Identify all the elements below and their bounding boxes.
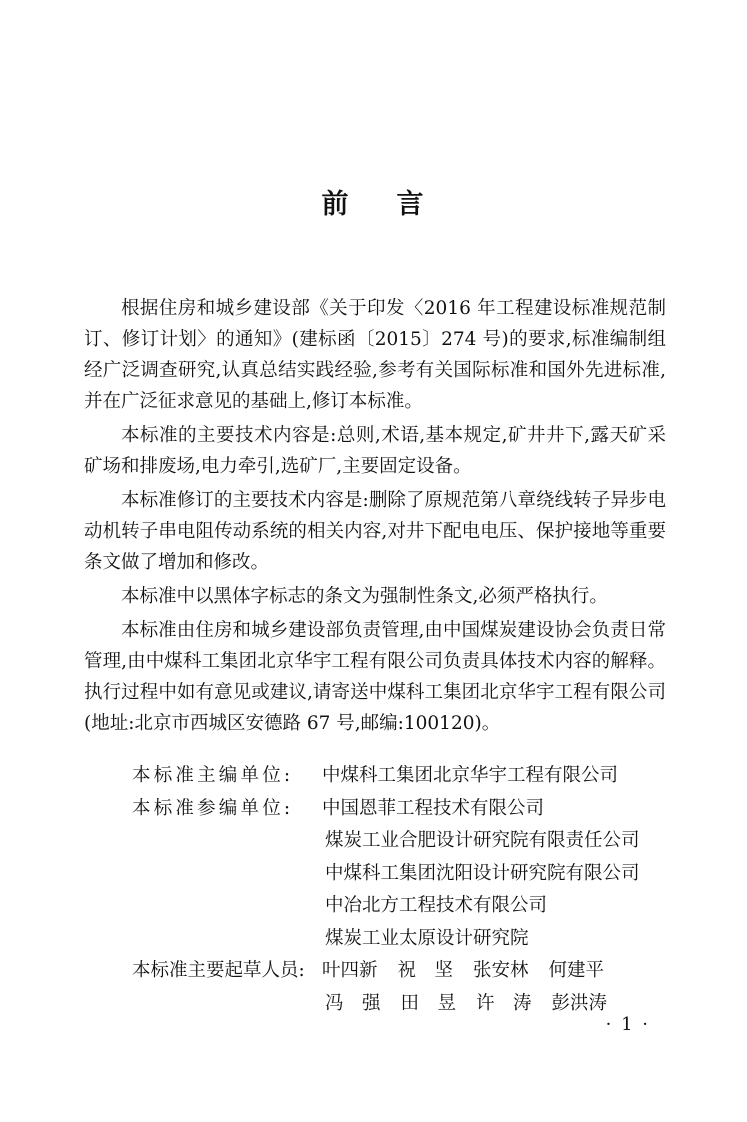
participating-unit-row <box>84 793 684 826</box>
participating-unit-value: 中冶北方工程技术有限公司 <box>325 895 548 916</box>
page-number: · 1 · <box>605 1014 650 1035</box>
participating-unit-label: 本标准参编单位: <box>132 797 294 819</box>
participating-unit-value: 中煤科工集团沈阳设计研究院有限公司 <box>325 862 640 884</box>
page-title <box>0 182 747 221</box>
drafter-name: 田 昱 <box>400 992 457 1014</box>
participating-unit-row <box>84 825 684 858</box>
drafters-names <box>322 955 624 988</box>
participating-unit-row <box>84 890 684 923</box>
chief-unit-value: 中煤科工集团北京华宇工程有限公司 <box>322 765 619 786</box>
chief-unit-row <box>84 760 684 793</box>
participating-unit-row <box>84 858 684 891</box>
participating-unit-row <box>84 923 684 956</box>
participating-unit-value: 中国恩菲工程技术有限公司 <box>322 797 545 819</box>
drafters-row <box>84 955 684 988</box>
drafter-name: 何建平 <box>548 960 605 981</box>
title-char-2: 言 <box>396 189 426 220</box>
participating-unit-value: 煤炭工业太原设计研究院 <box>325 927 529 949</box>
drafter-name: 彭洪涛 <box>551 992 608 1014</box>
participating-unit-value: 煤炭工业合肥设计研究院有限责任公司 <box>325 830 640 851</box>
organization-list <box>84 760 684 1020</box>
drafter-name: 冯 强 <box>325 992 381 1014</box>
paragraph: 本标准中以黑体字标志的条文为强制性条文,必须严格执行。 <box>121 586 608 607</box>
paragraph: 本标准的主要技术内容是:总则,术语,基本规定,矿井井下,露天矿采矿场和排废场,电力牵引,选矿厂,主要固定设备。 <box>84 425 666 477</box>
drafter-name: 许 涛 <box>476 992 532 1014</box>
paragraph: 本标准由住房和城乡建设部负责管理,由中国煤炭建设协会负责日常管理,由中煤科工集团北京华宇工程有限公司负责具体技术内容的解释。执行过程中如有意见或建议,请寄送中煤科工集团北京华宇工程有限公司(地址:北京市西城区安德路 67 号,邮编:100120)。 <box>84 620 666 734</box>
chief-unit-label: 本标准主编单位: <box>132 765 294 786</box>
preface-body <box>84 293 666 742</box>
paragraph: 本标准修订的主要技术内容是:删除了原规范第八章绕线转子异步电动机转子串电阻传动系统的相关内容,对井下配电电压、保护接地等重要条文做了增加和修改。 <box>84 490 666 573</box>
drafters-label: 本标准主要起草人员: <box>132 960 305 981</box>
drafter-name: 张安林 <box>473 960 529 981</box>
paragraph: 根据住房和城乡建设部《关于印发〈2016 年工程建设标准规范制订、修订计划〉的通知》(建标函〔2015〕274 号)的要求,标准编制组经广泛调查研究,认真总结实践经验,参考有关国际标准和国外先进标准,并在广泛征求意见的基础上,修订本标准。 <box>84 298 666 412</box>
drafters-names <box>325 988 627 1021</box>
title-char-1: 前 <box>321 189 351 220</box>
drafter-name: 祝 坚 <box>397 960 454 981</box>
drafters-row <box>84 988 684 1021</box>
drafter-name: 叶四新 <box>322 960 378 981</box>
